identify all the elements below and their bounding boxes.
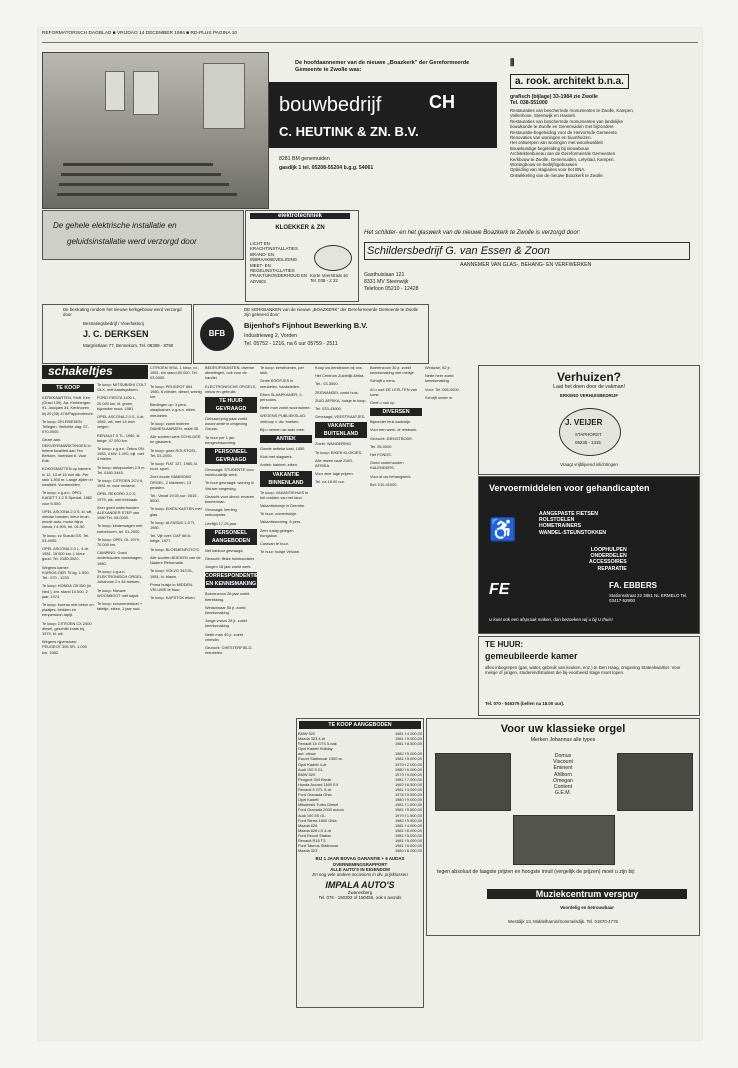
verhuizen-name: J. VEIJER: [565, 418, 603, 427]
car-name: Renault 18 GTS 5-bak: [298, 741, 337, 747]
verhuizen-place: STAPHORST: [575, 432, 602, 437]
car-name: Ford Escort Station: [298, 832, 332, 838]
section-vakantie-binnenland: VAKANTIE BINNENLAND: [260, 471, 312, 487]
rook-line: Renovaties van woningen en buurthuizen.: [510, 135, 592, 141]
section-diversen: DIVERSEN: [370, 408, 422, 416]
classified-item: Gevraagd: leerling verkoopster.: [205, 507, 237, 518]
classified-item: Tel. 05-0000.: [370, 443, 393, 449]
te-huur-ad: [478, 636, 700, 716]
car-name: aut. nieuw: [298, 751, 316, 757]
impala-sub: Zwanenberg: [347, 889, 373, 895]
car-name: BMW 520: [298, 771, 316, 777]
impala-address: Tel. 076 - 150302 of 150456, ook s avonds: [318, 895, 402, 901]
classified-item: Nette heer zoekt kennismaking.: [425, 373, 454, 384]
verspuy-sub: Voordelig en betrouwbaar: [560, 905, 614, 910]
te-huur-sub: gemeubileerde kamer: [485, 651, 578, 661]
section-personeel-gevraagd: PERSONEEL GEVRAAGD: [205, 448, 257, 464]
classified-item: Alle reizen naar ZUID-AFRIKA.: [315, 457, 354, 469]
classified-item: Te huur: huisje Veluwe.: [260, 549, 301, 555]
classified-item: Gezocht voor direct: ervaren timmerman.: [205, 493, 255, 505]
car-price: 1981 f 5.000,00: [394, 843, 422, 849]
classified-item: Zeer rustig gelegen bungalow.: [260, 527, 294, 538]
organ-image-right-icon: [617, 753, 693, 811]
classified-item: Schrijft onder nr.: [425, 394, 454, 400]
ebbers-item: WANDEL-STEUNSTOKKEN: [539, 529, 607, 536]
car-name: Honda Accord 1600 EX: [298, 781, 339, 787]
rook-logo: a. rook. architekt b.n.a.: [510, 74, 629, 89]
classified-item: Boerenzoon 26 jaar zoekt betrekking.: [205, 591, 250, 602]
schilder-sub: AANNEMER VAN GLAS-, BEHANG- EN VERFWERKEN: [460, 262, 592, 268]
car-price: 1978 f 5.500,00: [394, 792, 422, 798]
classified-item: Te koop: HONDA CB 550 (in Ned.), km. stand 10.000, 2 jaar, 1974.: [42, 583, 92, 599]
classified-item: Goed onderhouden KALENDERS.: [370, 460, 404, 471]
classified-item: Te koop: ALFASUD 1.5 TI, 1980.: [150, 519, 196, 531]
classified-item: Koop uw kerstboom bij ons.: [315, 365, 363, 370]
ebbers-item: AANGEPASTE FIETSEN: [539, 511, 598, 517]
rook-line: Kerkbouw te Zwolle, Genemuiden, Lelystad, Kampen.: [510, 156, 615, 162]
classified-item: Goede antieke kast, 1850.: [260, 446, 306, 452]
car-name: Renault R18 TS: [298, 837, 326, 843]
classified-item: Bel: 010-41000.: [370, 481, 398, 487]
classified-item: Zeer mooie HAMMOND ORGEL, 2 klavieren, 13 pedalen.: [150, 474, 192, 490]
classified-item: Gevraagd: STUDENTE voor huishoudelijk werk.: [205, 467, 254, 478]
church-photo: [42, 52, 269, 209]
classified-item: Tel.: 03-3000.: [315, 381, 339, 387]
classified-item: Voor een werk- of reisboek.: [370, 427, 418, 433]
rook-line: Restauratie-begeleiding voor de Hervormde Gemeente.: [510, 129, 619, 135]
classified-item: Vakantiewoning, 6 pers.: [260, 519, 302, 525]
car-name: Audi 100 5S GL: [298, 812, 326, 818]
car-price: 1981 f 4.000,00: [394, 822, 422, 828]
car-name: Opel Kadett: [298, 797, 319, 803]
classified-item: Alle soorten BOEKEN van de Nadere Reformatie.: [150, 554, 201, 566]
car-name: Mazda 626: [298, 822, 318, 828]
rook-line: Ontwikkeling van de nieuwe Boazkerk te Zwolle.: [510, 172, 604, 178]
impala-note-1: BIJ 1 JAAR BOVAG GARANTIE + 6 AUDAS OVERNEMINGSRAPPORT: [315, 856, 405, 867]
column-1: [42, 382, 94, 658]
classified-item: Te koop: ZELFBIEDEN Tellegen. Verlichte dag. 07-070-0000.: [42, 418, 89, 435]
classified-item: Biedingen op: 3 pers. slaapkamer, z.g.a.n. eiken meubelen.: [150, 402, 196, 418]
classified-item: Voor: Tel. 055-0000.: [425, 386, 460, 392]
car-name: Peugeot 304 Break: [298, 776, 332, 782]
classified-item: Te koop: MITSUBISHI COLT GLX, met kaartsysteem.: [97, 382, 147, 393]
car-row: [297, 848, 423, 853]
brand-item: Content: [553, 784, 573, 791]
brand-item: Eminent: [553, 765, 573, 772]
car-price: 1981 f 5.000,00: [394, 756, 422, 762]
heutink-ad: [269, 52, 499, 207]
classified-item: Te koop: BLOEMENFOTO'S.: [150, 546, 200, 552]
classified-item: Te koop: PEUGEOT 604 1980, 6 cilinder, diesel, weinig km.: [150, 383, 202, 400]
verhuizen-title: Verhuizen?: [556, 370, 621, 384]
car-name: Escort Stationcar 1300 cc: [298, 756, 343, 762]
classified-item: Te huur: zomerhuisje.: [260, 511, 298, 517]
column-3: [150, 365, 202, 603]
car-price: 1980 f 9.000,00: [394, 797, 422, 803]
rook-line: Woningbouw en bedrijfsgebouwen: [510, 162, 578, 168]
column-6: [315, 365, 367, 488]
car-listing-box: [296, 718, 424, 1008]
service-item: MEET- EN REGELINSTALLATIES: [250, 262, 295, 274]
classified-item: Grote KOOPJES in meubelen, bankstellen.: [260, 378, 301, 389]
classified-item: Te koop: z.g.a.n. Zebra ON. 1983, 4 kW. 1.100, bijl. met 4 wielen.: [97, 446, 145, 462]
classified-item: Geef u ook op.: [370, 400, 396, 406]
car-name: Ford Taunus Stationcar: [298, 843, 339, 849]
car-name: Mazda 626 LS 4-dr: [298, 827, 332, 833]
column-5: [260, 365, 312, 557]
classified-item: Te koop: kinderwagen met toebehoren, tel. 01-2000.: [97, 523, 143, 534]
car-name: Opel Kadett Holiday: [298, 746, 333, 752]
car-price: 1980 f 6.000,00: [394, 848, 422, 854]
classified-item: CITROEN VISA, 1 kleur, rd., 1981, km stand 60.000. Tel. 03-0000.: [150, 365, 199, 381]
te-huur-title: TE HUUR:: [485, 640, 524, 649]
classified-item: Te koop: KAPSTOK eiken.: [150, 595, 196, 601]
ebbers-title: Vervoermiddelen voor gehandicapten: [489, 483, 650, 493]
organ-image-left-icon: [435, 753, 511, 811]
impala-name: IMPALA AUTO'S: [325, 879, 395, 890]
classified-item: Gezet aan: DEKVERSMARKTINGEN in betere kwaliteit aan Ten Berkum, Voerlaan 6. Voor Ede.: [42, 437, 91, 464]
classified-item: Tel. na 18.00 uur.: [315, 479, 345, 485]
classified-item: Te koop: schommelstoel + tafeltje, eiken, 1 jaar oud.: [97, 600, 143, 612]
classified-item: WEGENS PUBLIEKSLAG: verkoop v. div. boeken.: [260, 413, 307, 424]
schilder-name: Schildersbedrijf G. van Essen & Zoon: [364, 242, 690, 260]
car-price: 1981 f 1.000,00: [394, 802, 422, 808]
car-price: 1981 f 3.000,00: [394, 787, 422, 793]
classified-item: OPEL ASCONA 2,0 S, kl. wit, nieuwe banden, kleur bruin, mooie auto, motor bijna nieuw, f 4.900, tel. 01-50: [42, 508, 93, 530]
classified-item: Zeer goed onderhouden ALEXANDER STEP van 1980 Tel. 05-0000.: [97, 504, 140, 521]
schakeltjes-title: schakeltjes: [48, 364, 113, 378]
classified-item: Al u oort DE LEIS-TEN van korst.: [370, 386, 417, 397]
classified-item: Te koop: autopoorten 2.5 m. Tel. 0180-3445.: [97, 464, 146, 475]
service-item: PRAKTIJKONDERHOUD EN ADVIES: [250, 273, 308, 284]
car-price: 1981 f 9.000,00: [394, 736, 422, 742]
schilder-intro: Het schilder- en het glaswerk van de nieuwe Boazkerk te Zwolle is verzorgd door:: [364, 230, 581, 236]
classified-item: Weduwnaar 55 jr. zoekt kennismaking.: [205, 604, 246, 616]
car-name: Mitsubishi Turbo Diesel: [298, 802, 339, 808]
service-item: BRAND- EN INBRAAKBEVEILIGING: [250, 251, 298, 263]
ebbers-item: LOOPHULPEN: [590, 547, 627, 553]
verhuizen-tel: 05235 - 1315: [575, 440, 601, 445]
wheelchair-icon: ♿: [489, 517, 517, 542]
classified-item: KERKKAARTEN, Stoff. Kerr (Grazi 130), Aa. Kerkbergen 91, Jacques 34, Kerkhoven bij 20 (08) 47A/Pappendrecht.: [42, 395, 94, 416]
classified-item: Te koop: z.g.a.n. ELEKTRONISCH ORGEL, Johannus 2 x 44 toetsen.: [97, 568, 144, 585]
rook-line: bouwkunde te Zwolle en Genemuiden met bijzondere: [510, 124, 614, 130]
classified-item: Voor zeer lage prijzen.: [315, 471, 354, 477]
cert-logo-icon: [314, 245, 352, 271]
elektro-text-2: geluidsinstallatie werd verzorgd door: [67, 237, 197, 246]
car-price: 1979 f 9.000,00: [394, 771, 422, 777]
ebbers-item: ROLSTOELEN: [539, 517, 575, 524]
ebbers-name: FA. EBBERS: [609, 581, 658, 590]
car-price: 1981 f 8.500,00: [394, 741, 422, 747]
heutink-slogan: bouwbedrijf: [279, 94, 382, 116]
classified-item: Te koop: FIAT 127, 1980, kl. rood, sport.: [150, 461, 199, 472]
classified-item: Gezocht: DIENSTBODE.: [370, 435, 414, 441]
ebbers-address: Stationsstraat 22 3851 NL ERMELO Tel. 03417-52900: [609, 593, 688, 604]
rook-line: Architektenbureau van de Gereformeerde Gemeenten: [510, 151, 616, 157]
rook-line: Opleiding van stagiaires voor het BNA.: [510, 167, 586, 173]
page-header: [42, 30, 698, 43]
schilder-address-2: 8331 MV Steenwijk: [364, 279, 409, 285]
classified-item: Net kantoor gevraagd.: [205, 547, 244, 553]
ebbers-ad: [478, 476, 700, 634]
classified-item: Gezocht: CHESTERFIELD-meubelen.: [205, 645, 253, 656]
rook-line: Bouwkundige begeleiding bij nieuwbouw: [510, 145, 589, 151]
verspuy-intro: Merken Johannus alle types: [530, 737, 596, 743]
column-8: [425, 365, 475, 403]
intro-text: De hoofdaannemer van de nieuwe „Boazkerk" der Gereformeerde Gemeente te Zwolle was:: [295, 60, 470, 73]
classified-item: Boerenzoon 30 jr. zoekt kennismaking met meisje.: [370, 365, 415, 376]
ebbers-items: [539, 511, 606, 536]
classified-item: Zoekt: WANDERING.: [315, 441, 353, 447]
elektro-logo: elektrotechniek: [250, 213, 350, 219]
classified-item: CAMPING: Goed onderhouden vouwwagen, 1980.: [97, 550, 143, 566]
column-4: [205, 365, 257, 659]
car-price: 1981 f 6.000,00: [394, 827, 422, 833]
classified-item: Te koop: z.g.a.n. OPEL KADETT 1.2 S Special. 1982 voor 6.500.: [42, 490, 93, 506]
car-price: 1981 f 5.500,00: [394, 807, 422, 813]
derksen-name: J. C. DERKSEN: [83, 329, 149, 339]
car-name: Ford Granada 2000 autom: [298, 807, 344, 813]
verspuy-title: Voor uw klassieke orgel: [500, 723, 626, 735]
car-price: 1982 f 5.000,00: [394, 751, 422, 757]
elektro-company: KLOEKKER & ZN: [275, 225, 325, 231]
classified-item: OPEL ASCONA 2.0 S, 4-dr, 1982, wit, met 14 inch velgen.: [97, 414, 145, 430]
classified-item: Tel. 033-43000.: [315, 406, 342, 412]
bienhof-intro: DE KERKBANKEN van de nieuwe „BOAZKERK" der Gereformeerde Gemeente te Zwolle zijn geleverd door:: [244, 307, 419, 318]
classified-item: OPEL REKORD 2,0 S, 1979, wit, met trekhaak.: [97, 491, 139, 502]
classified-item: Schrijft u eens.: [370, 378, 396, 384]
classified-item: OPEL ASCONA 2,0 L, 4-dr. 1981. 15.500 km. I. kleur goud. Tel. 0180-3020.: [42, 546, 89, 562]
classified-item: Te koop: CITROEN 2CV 6, 1981 nr. voor reclame.: [97, 478, 144, 489]
classified-item: Gehuwd jong paar zoekt woonruimte in omgeving Gouda.: [205, 416, 248, 432]
classified-item: FORD FIESTA 1100 L, 20.000 km, kl. groen, bijzonder mooi, 1981.: [97, 395, 136, 411]
classified-item: Te koop: EIKEN KASTEN met glas.: [150, 506, 202, 517]
classified-item: Bij u nemen uw auto mee.: [260, 426, 305, 432]
ebbers-item: ONDERDELEN: [590, 553, 627, 560]
classified-item: Vakantiehuisje in Drenthe.: [260, 503, 306, 509]
classified-item: Te koop: cc Suzuki GS. Tel. 03-4900.: [42, 532, 90, 543]
impala-note-3: En nog vele andere occasions in div. prijsklassen: [312, 872, 408, 878]
heutink-address: 8281 BM genemuiden: [279, 156, 330, 162]
classified-item: Te koop: EIKEN KLOKJES.: [315, 449, 363, 455]
rook-lines: [510, 108, 690, 178]
heutink-logo: CH: [429, 92, 455, 112]
classified-item: Te koop: VOLVO 343 DL, 1981, kl. blauw.: [150, 568, 194, 579]
ebbers-foot: U kunt ook een afspraak maken, dan bezoeken wij u bij U thuis!: [489, 617, 613, 622]
bfb-logo: BFB: [200, 317, 234, 351]
section-personeel-aangeboden: PERSONEEL AANGEBODEN: [205, 529, 257, 545]
classified-item: Bijzonder leuk kadootje.: [370, 419, 412, 425]
classified-item: Voor al uw behangwerk.: [370, 473, 412, 479]
ebbers-item: REPARATIE: [597, 565, 627, 572]
ebbers-logo-icon: FE: [489, 581, 510, 598]
verspuy-text: tegen absoluut de laagste prijzen en hoogste inruil (vergelijk de prijzen) moet u zijn bij:: [437, 869, 636, 875]
bienhof-ad: [193, 304, 429, 364]
classified-item: Wegens kamer: KURKVLOER 75 kg. 1.500. Tel.: 070 - 1233.: [42, 564, 90, 581]
ebbers-item: HOMETRAINERS: [539, 523, 582, 530]
classified-item: Gezocht: flinke huishoudster.: [205, 556, 255, 562]
classified-item: Gevraagd: VEESTRAATJES.: [315, 414, 366, 420]
classified-item: Jongen 18 jaar zoekt werk.: [205, 564, 252, 570]
classified-item: Klok met slagwerk.: [260, 454, 293, 460]
car-price: 1982 f 6.500,00: [394, 781, 422, 787]
car-name: BMW 520: [298, 731, 316, 736]
classified-item: Het FONDS.: [370, 452, 392, 458]
classified-item: Tel. Vijf over: DAF 66 kl. beige, 1977.: [150, 533, 192, 544]
section-vakantie-buitenland: VAKANTIE BUITENLAND: [315, 422, 367, 438]
elektro-services: [250, 241, 310, 284]
car-price: 1980 f 6.000,00: [394, 766, 422, 772]
rook-ad: [502, 52, 698, 227]
classified-item: Prima huisje in MIDDEN-VELUWE te huur.: [150, 581, 194, 592]
rook-symbol-icon: ⦀: [510, 58, 515, 69]
impala-note-2: ALLE AUTO'S IN EIGENDOM: [330, 867, 390, 873]
classified-item: ELECTRONISCHE ORGELS, nieuw en gebruikt.: [205, 383, 257, 394]
car-price: 1979 f 2.000,00: [394, 761, 422, 767]
classified-item: ZEEWANDEL zoekt huis.: [315, 389, 359, 395]
derksen-ad: [42, 304, 192, 364]
section-te-koop: TE KOOP: [42, 384, 94, 392]
newspaper-page: [38, 28, 702, 1040]
classified-item: BEDRIJFSKASTEN, diverse afmetingen, ook voor de handel.: [205, 365, 255, 381]
te-huur-tel: Tel. 070 - 546375 (bellen na 18.00 uur).: [485, 701, 565, 706]
verhuizen-foot: Vraagt vrijblijvend inlichtingen: [560, 462, 618, 467]
verspuy-ad: [426, 718, 700, 936]
classified-item: Te koop: zwart lederen DAMESLAARZEN, maat 38.: [150, 420, 200, 432]
bienhof-address: Industrieweg 2, Vorden: [244, 333, 298, 339]
classified-item: Te koop: kerstbomen, per stuk.: [260, 365, 304, 376]
brand-item: Omegan: [553, 777, 573, 784]
classified-item: Nette man zoekt woonruimte.: [260, 405, 311, 411]
bienhof-tel: Tel. 05752 - 1216, na 6 uur 05759 - 2511: [244, 341, 338, 347]
heutink-name: C. HEUTINK & ZN. B.V.: [279, 124, 419, 139]
classified-item: Te koop: Nieuwe WOONBOOT met kajuit.: [97, 587, 140, 598]
classified-item: Alle soorten werk SCHILDER en glaswerk.: [150, 434, 201, 445]
car-name: Renault 5 GTL 5-dr: [298, 787, 332, 793]
classified-item: Het Centrum Zuidelijk Afrika.: [315, 373, 365, 379]
rook-bold: grafisch (bijlage) 33-1984 zie Zwolle: [510, 94, 598, 100]
classified-item: Nette man 40 jr. zoekt vriendin.: [205, 631, 243, 642]
elektro-logo-box: [245, 210, 359, 302]
rook-tel: Tel. 038-551000: [510, 100, 548, 106]
classified-item: KOKOSMATTEN op kamers in 12, 13 of 15 mm dik. Per stuk 1.500 m. Lange zijden in kwaliteit. Voorbeelden.: [42, 466, 93, 488]
rook-line: Het ontwerpen van woningen met woonkwaliteit: [510, 140, 603, 146]
classified-item: Te huur per 1 jan. eengezinswoning.: [205, 434, 237, 445]
schilder-ad: [360, 228, 698, 300]
section-te-koop-aangeboden: TE KOOP AANGEBODEN: [299, 721, 421, 729]
ebbers-item: ACCESSOIRES: [589, 559, 627, 566]
section-antiek: ANTIEK: [260, 435, 312, 443]
classified-item: Te koop: VAKANTIEHUIS in het midden van het land.: [260, 489, 309, 500]
car-name: Mazda 323: [298, 848, 318, 854]
classified-item: Weduwe, 62 jr.: [425, 365, 451, 370]
classified-item: Caravan te huur.: [260, 541, 289, 547]
section-te-huur-gevraagd: TE HUUR GEVRAAGD: [205, 397, 257, 413]
car-name: Ford Granada Ghia: [298, 792, 332, 798]
verhuizen-ad: [478, 365, 700, 475]
rook-line: Restauraties van beschermde monumenten te Zwolle, Kampen,: [510, 108, 634, 113]
car-price: 1979 f 1.900,00: [394, 812, 422, 818]
car-name: Audi 100 5 GL: [298, 766, 323, 772]
page-header-text: REFORMATORISCH DAGBLAD ■ VRIJDAG 14 DECEMBER 1984 ■ RD-PLUS PAGINA 10: [42, 31, 238, 36]
verspuy-brands: [523, 753, 603, 796]
derksen-intro: De bestrating rondom het nieuwe kerkgebouw werd verzorgd door: [63, 307, 182, 318]
column-7: [370, 365, 422, 490]
section-correspondentie: CORRESPONDENTIE EN KENNISMAKING: [205, 573, 259, 588]
classified-item: Te huur gevraagd: woning in Veluwe omgeving.: [205, 480, 254, 491]
brand-item: Ahlborn: [554, 771, 572, 778]
classified-item: RENAULT 5 TL, 1980, kl. beige, 47.000 km.: [97, 432, 141, 443]
classified-item: Antiek: kabinet, eiken.: [260, 462, 299, 468]
brand-item: G.E.M.: [554, 790, 572, 797]
column-2: [97, 365, 147, 614]
classified-item: Wegens rijpensioen: PEUGEOT 305 SR. 1.000 km. 1982.: [42, 639, 87, 655]
car-price: 1981 f 5.000,00: [394, 832, 422, 838]
classified-item: Tel.: Vanaf 19.00 uur: 0515 - 5000.: [150, 493, 199, 504]
car-name: Mazda 323 4-dr: [298, 736, 326, 742]
brand-item: Domus: [554, 753, 572, 759]
classified-item: Te koop: OPEL GL 1979, 70.000 km.: [97, 536, 140, 548]
car-price: 1981 f 4.000,00: [394, 731, 422, 736]
schilder-address-3: Telefoon 05210 - 12428: [364, 286, 419, 292]
car-name: Opel Kadett 4-dr: [298, 761, 327, 767]
classified-item: Eiken SLAAPKAMER, 2-persoons.: [260, 391, 303, 403]
car-price: 1981 f 7.000,00: [394, 776, 422, 782]
te-huur-text: alles inbegrepen (gas, water, gebruik van keuken, enz.) te Den Haag, omgeving Statenkwartier. Voor meisje of jongen, studerend/student die bij-voorbeeld stage moet lopen.: [485, 665, 681, 676]
classified-item: ZUID-AFRIKA, huisje te koop.: [315, 397, 367, 403]
classified-item: Leeftijd 17-25 jaar.: [205, 520, 238, 526]
verspuy-address: Westdijk 13, Middelharnis/Sommelsdijk. Tel. 01870-4776: [508, 919, 618, 924]
car-table: [297, 731, 423, 853]
bienhof-name: Bijenhof's Fijnhout Bewerking B.V.: [244, 321, 368, 330]
car-name: Ford Sierra 1600 Ghia: [298, 817, 337, 823]
organ-image-center-icon: [513, 815, 615, 865]
rook-line: Restauraties van beschermde monumenten van landelijke: [510, 118, 624, 124]
elektro-text-1: De gehele elektrische installatie en: [53, 221, 177, 230]
derksen-sub: Bestratingsbedrijf / Vloerfaktorij: [83, 321, 144, 326]
classified-item: Te koop: goed ROLSTOEL, Tel. 03-2000.: [150, 447, 198, 458]
brand-item: Viscount: [553, 759, 573, 766]
verhuizen-sub: Laat het doen door de vakman!: [553, 384, 625, 390]
elektro-address: Korte Veerstraat 10 Tel. 038 - 2 22: [310, 273, 348, 284]
ebbers-items-2: [589, 547, 627, 572]
elektro-banner: [42, 210, 244, 260]
classified-item: Jonge vrouw 28 jr. zoekt kennismaking.: [205, 618, 247, 629]
derksen-address: Margrietlaan 77, Bennekom, Tel. 08389 - 8790: [83, 343, 174, 348]
verhuizen-label: ERKEND VERHUISBEDRIJF: [559, 393, 619, 399]
classified-item: Te koop: CITROEN CX 2400 diesel, geschikt zoals bij, 1979, kl. wit.: [42, 620, 92, 636]
service-item: LICHT EN KRACHTINSTALLATIES: [250, 241, 298, 252]
heutink-banner: [269, 82, 497, 148]
schilder-address-1: Gasthuislaan 121: [364, 272, 405, 278]
car-price: 1982 f 5.500,00: [394, 817, 422, 823]
classified-item: Te koop: bureau met beton en plaatjes, bedden en eenpersoon tapijt.: [42, 601, 94, 618]
heutink-phone: gasdijk 1 tel. 05208-55204 b.g.g. 54061: [279, 165, 374, 171]
car-price: 1981 f 5.000,00: [394, 837, 422, 843]
rook-line: Vollenhove, Steenwijk en Hasselt.: [510, 113, 576, 119]
verspuy-name: Muziekcentrum verspuy: [487, 889, 687, 899]
